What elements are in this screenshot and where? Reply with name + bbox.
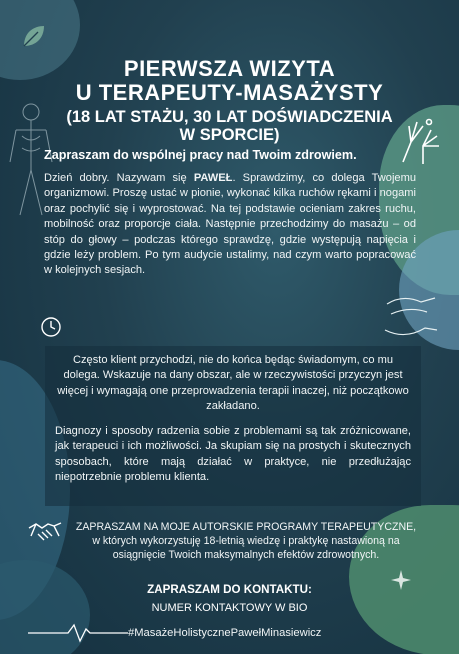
- hand-line-icon: [381, 290, 441, 340]
- contact-title: ZAPRASZAM DO KONTAKTU:: [147, 583, 312, 596]
- title-line-1: PIERWSZA WIZYTA: [123, 56, 336, 82]
- title-line-2: U TERAPEUTY-MASAŻYSTY: [75, 80, 384, 106]
- panel-paragraph-2: Diagnozy i sposoby radzenia sobie z problemami są tak zróżnicowane, jak terapeuci i ich możliwości. Ja skupiam się na prostych i skutecznych sposobach, które mają działać w praktyce, nie przedłużając niepotrzebnie problemu klienta.: [55, 425, 411, 484]
- leaf-icon: [20, 22, 48, 50]
- therapist-name: PAWEŁ: [193, 172, 233, 184]
- hashtag: #MasażeHolistycznePawełMinasiewicz: [128, 627, 322, 639]
- page-title: [0, 57, 459, 144]
- program-heading: ZAPRASZAM NA MOJE AUTORSKIE PROGRAMY TERAPEUTYCZNE,: [75, 521, 417, 533]
- panel-paragraph-1: Często klient przychodzi, nie do końca będąc świadomym, co mu dolega. Wskazuje na dany obszar, ale w rzeczywistości przyczyn jest więcej i wymagają one przeprowadzenia terapii inaczej, niż początkowo zakładano.: [57, 354, 409, 412]
- title-line-4: W SPORCIE): [179, 125, 280, 144]
- program-section: [70, 520, 422, 562]
- clock-icon: [40, 316, 62, 338]
- subtitle: Zapraszam do wspólnej pracy nad Twoim zdrowiem.: [44, 148, 357, 162]
- contact-number: NUMER KONTAKTOWY W BIO: [151, 602, 308, 614]
- program-text: w których wykorzystuję 18-letnią wiedzę i praktykę nastawioną na osiągnięcie Twoich maksymalnych efektów zdrowotnych.: [92, 535, 400, 561]
- intro-text-rest: . Sprawdzimy, co dolega Twojemu organizmowi. Proszę ustać w pionie, wykonać kilka ruchów rękami i nogami oraz pochylić się i wyprostować. Na tej podstawie ocieniam zakres ruchu, mobilność oraz proporcje ciała. Następnie przechodzimy do masażu – od stóp do głowy – podczas którego sprawdzę, gdzie występują napięcia i gdzie leży problem. Po tym audycie ustalimy, nad czym warto popracować w kolejnych sesjach.: [44, 172, 416, 277]
- intro-paragraph: [44, 171, 416, 279]
- info-panel: [45, 346, 421, 506]
- pulse-line-icon: [28, 623, 128, 643]
- title-line-3: (18 LAT STAŻU, 30 LAT DOŚWIADCZENIA: [66, 107, 393, 126]
- handshake-icon: [28, 520, 62, 546]
- intro-text-start: Dzień dobry. Nazywam się: [44, 172, 194, 184]
